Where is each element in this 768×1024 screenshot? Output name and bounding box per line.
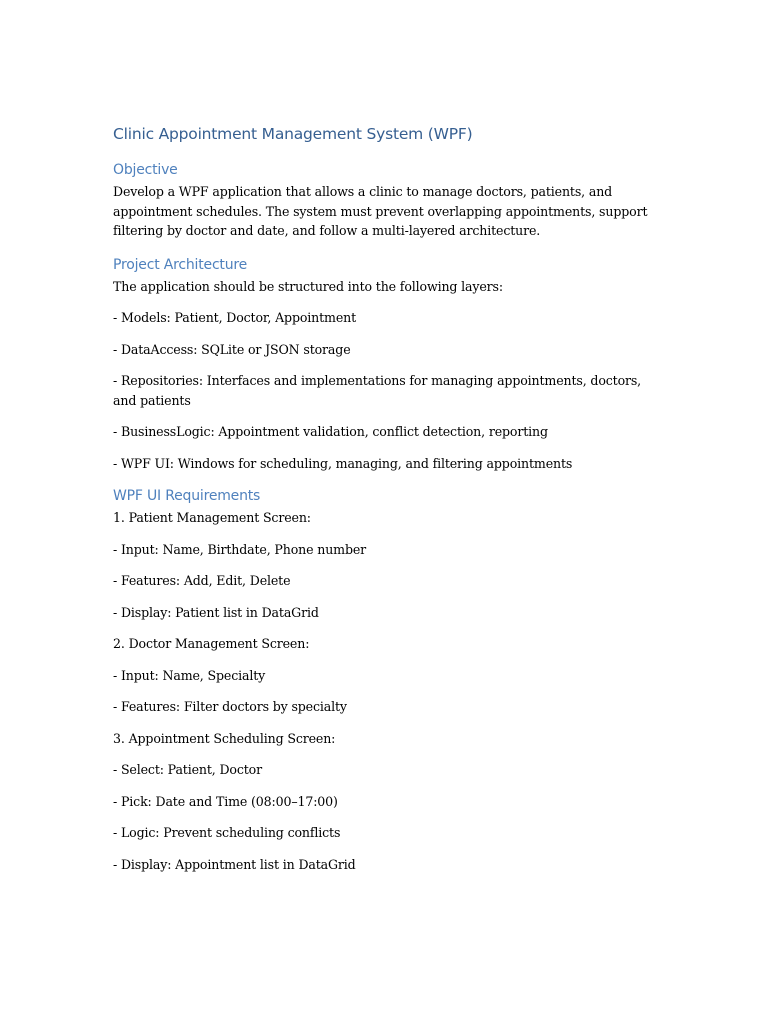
list-item: - Select: Patient, Doctor: [113, 762, 262, 777]
list-item: - Input: Name, Birthdate, Phone number: [113, 541, 367, 557]
list-item: - Features: Filter doctors by specialty: [113, 699, 347, 714]
list-item: - Pick: Date and Time (08:00–17:00): [113, 793, 338, 809]
section-heading-wpf-ui-requirements: WPF UI Requirements: [113, 488, 261, 504]
paragraph: The application should be structured into the following layers:: [113, 278, 503, 294]
list-item: - Logic: Prevent scheduling conflicts: [113, 825, 341, 840]
paragraph: Develop a WPF application that allows a clinic to manage doctors, patients, and appointment schedules. The system must prevent overlapping appointments, support filtering by doctor and date, and follow a multi-layered architecture.: [113, 184, 648, 238]
list-item: 2. Doctor Management Screen:: [113, 636, 310, 651]
list-item: - Repositories: Interfaces and implementations for managing appointments, doctors, and patients: [113, 373, 642, 408]
section-heading-project-architecture: Project Architecture: [113, 256, 248, 273]
document-title: Clinic Appointment Management System (WPF): [113, 125, 473, 143]
list-item: - Display: Patient list in DataGrid: [113, 604, 319, 620]
section-project-architecture: [113, 255, 653, 474]
list-item: - DataAccess: SQLite or JSON storage: [113, 341, 351, 357]
section-objective: [113, 160, 653, 241]
list-item: - Display: Appointment list in DataGrid: [113, 856, 356, 872]
list-item: - Features: Add, Edit, Delete: [113, 573, 291, 588]
section-wpf-ui-requirements: [113, 486, 653, 874]
list-item: - Models: Patient, Doctor, Appointment: [113, 310, 357, 325]
list-item: - BusinessLogic: Appointment validation, conflict detection, reporting: [113, 424, 548, 439]
list-item: - WPF UI: Windows for scheduling, managing, and filtering appointments: [113, 455, 573, 471]
list-item: 3. Appointment Scheduling Screen:: [113, 730, 336, 746]
section-heading-objective: Objective: [113, 162, 178, 178]
document-page: [113, 122, 653, 886]
list-item: - Input: Name, Specialty: [113, 667, 266, 683]
list-item: 1. Patient Management Screen:: [113, 510, 311, 525]
